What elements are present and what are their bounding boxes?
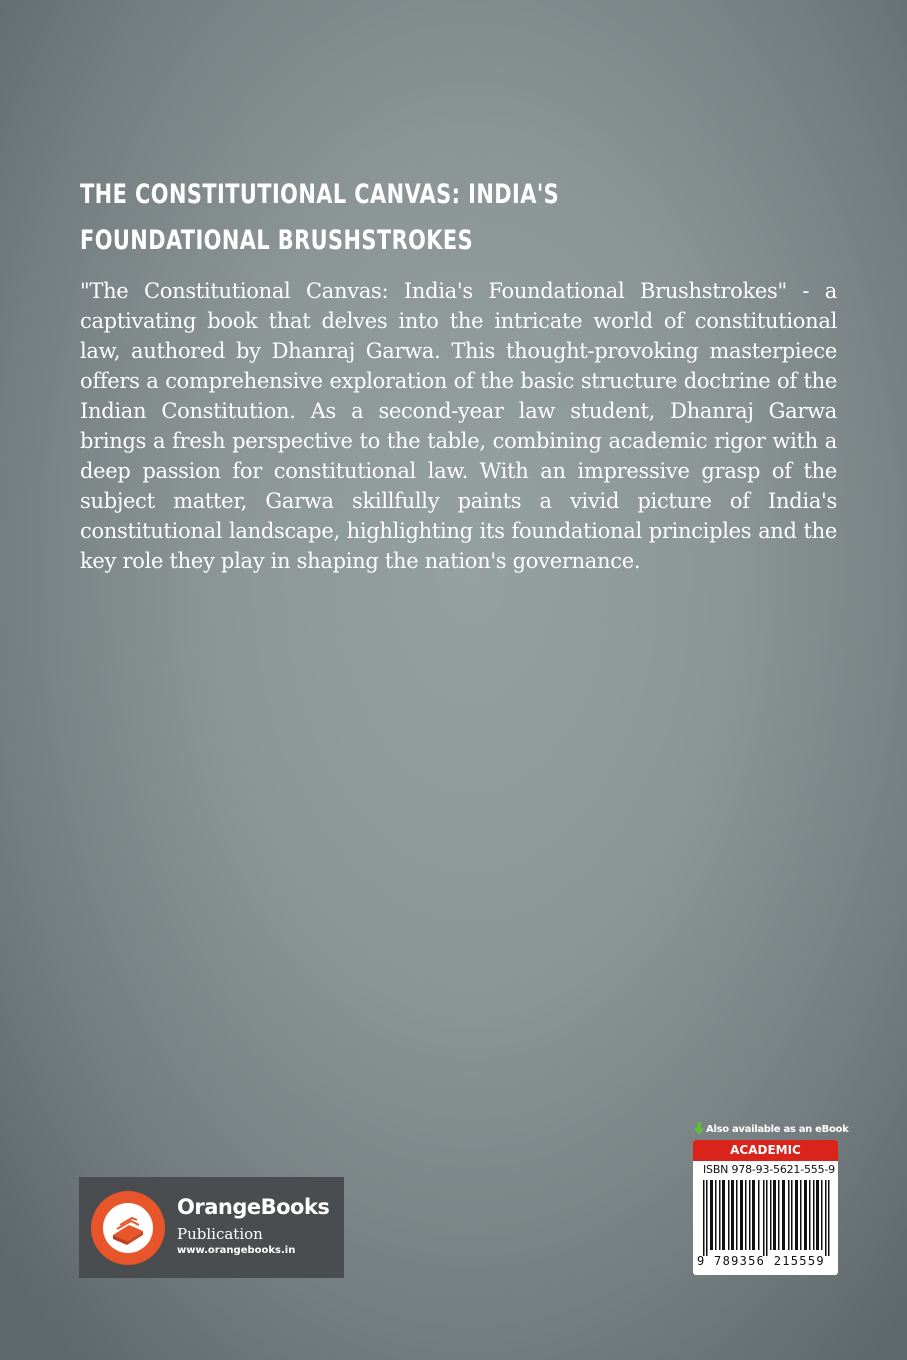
isbn-barcode-panel bbox=[693, 1140, 838, 1275]
book-blurb: "The Constitutional Canvas: India's Foundational Brushstrokes" - a captivating book that delves into the intricate world of constitutional law, authored by Dhanraj Garwa. This thought-provoking masterpiece offers a comprehensive exploration of the basic structure doctrine of the Indian Constitution. As a second-year law student, Dhanraj Garwa brings a fresh perspective to the table, combining academic rigor with a deep passion for constitutional law. With an impressive grasp of the subject matter, Garwa skillfully paints a vivid picture of India's constitutional landscape, highlighting its foundational principles and the key role they play in shaping the nation's governance. bbox=[80, 279, 837, 573]
publisher-name: OrangeBooks bbox=[177, 1195, 330, 1219]
barcode-icon bbox=[701, 1180, 833, 1256]
ebook-availability-note bbox=[694, 1122, 849, 1136]
orangebooks-logo-icon bbox=[91, 1191, 165, 1265]
publisher-logo-block bbox=[79, 1177, 344, 1278]
barcode-digits: 9 789356 215559 bbox=[697, 1254, 825, 1268]
publisher-url: www.orangebooks.in bbox=[177, 1245, 296, 1256]
genre-label: ACADEMIC bbox=[693, 1140, 838, 1161]
book-title: THE CONSTITUTIONAL CANVAS: INDIA'S FOUNDATIONAL BRUSHSTROKES bbox=[80, 179, 560, 256]
publisher-subtitle: Publication bbox=[177, 1225, 263, 1243]
download-arrow-icon bbox=[694, 1122, 704, 1136]
ebook-note-text: Also available as an eBook bbox=[706, 1124, 849, 1135]
isbn-number: ISBN 978-93-5621-555-9 bbox=[703, 1163, 835, 1176]
